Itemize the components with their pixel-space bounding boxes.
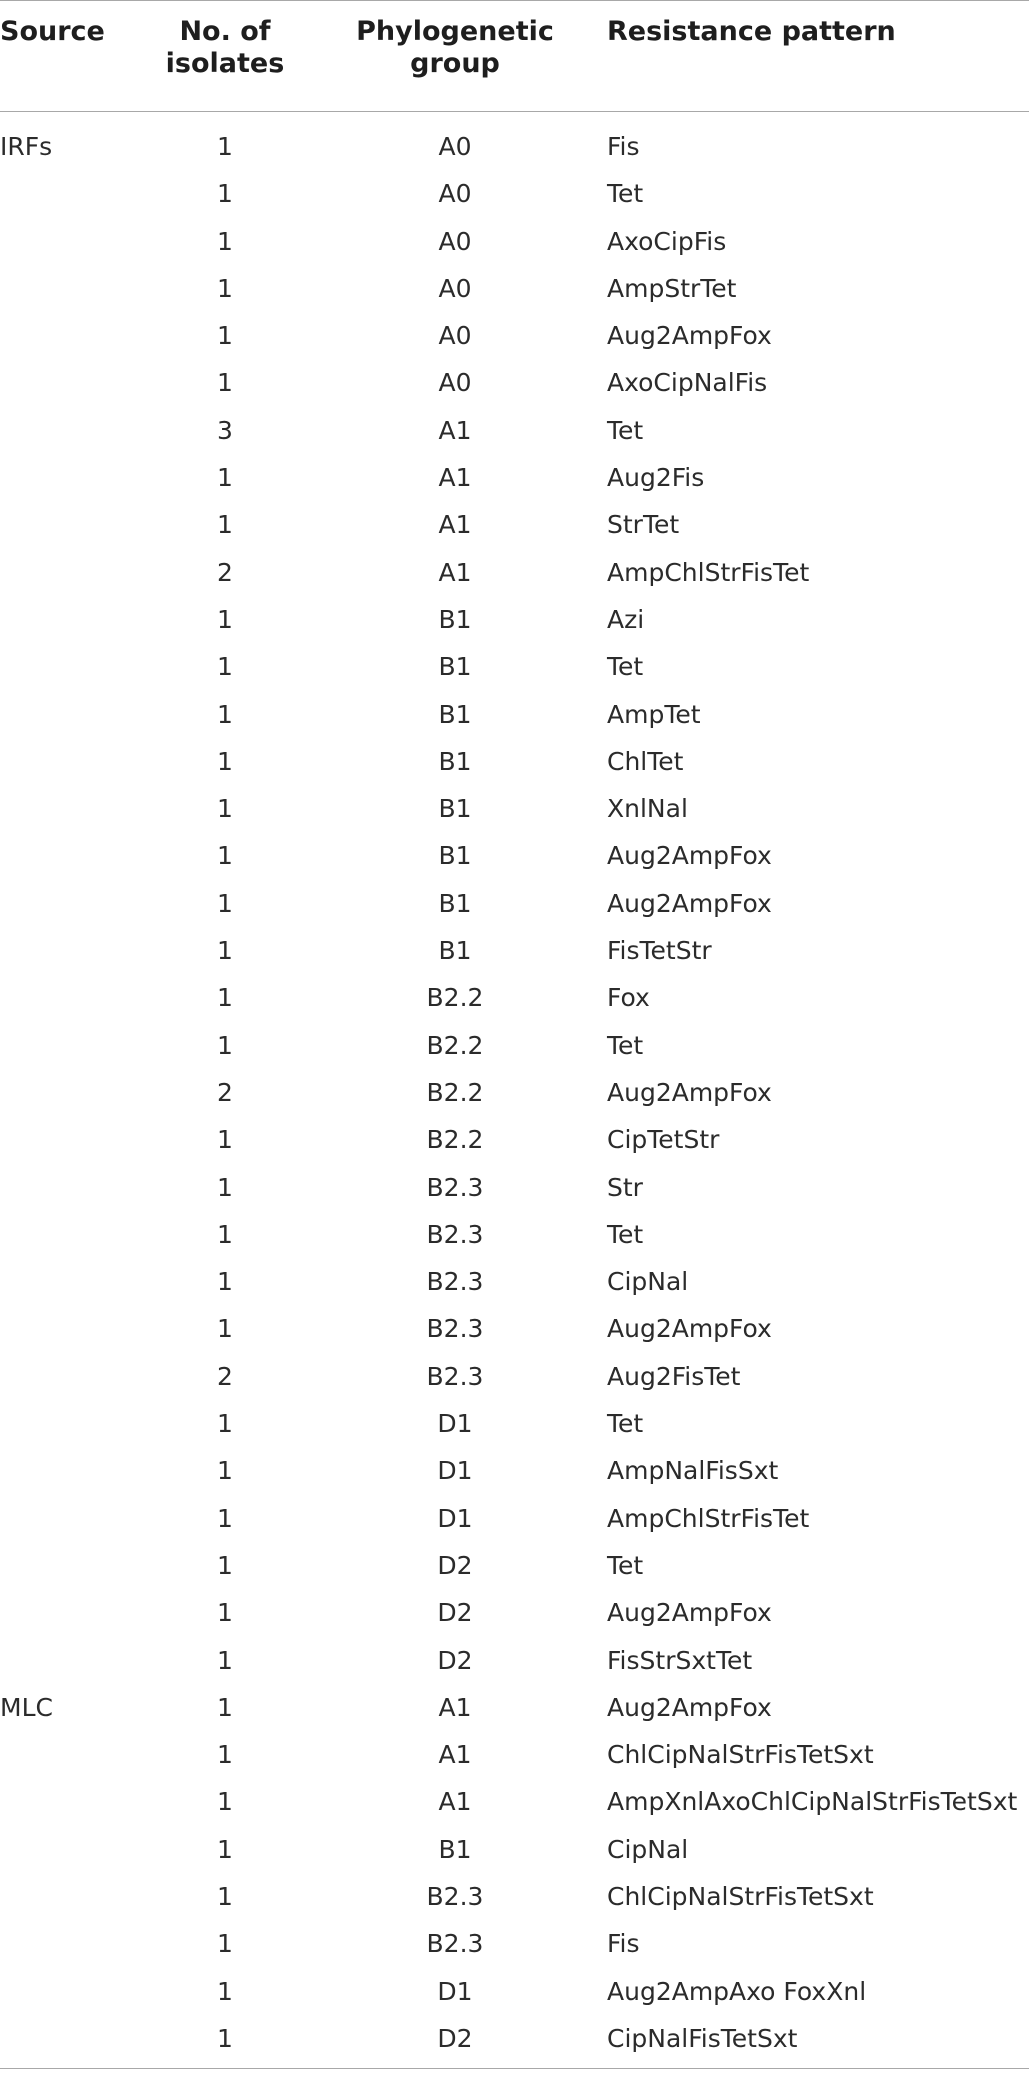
cell-phylogenetic-group: A1: [438, 463, 472, 493]
cell-source: MLC: [0, 1692, 53, 1722]
cell-phylogenetic-group: B1: [438, 746, 472, 776]
header-group-line2: group: [410, 48, 500, 79]
cell-num-isolates: 1: [217, 1172, 233, 1202]
cell-phylogenetic-group: D2: [437, 1645, 473, 1675]
cell-phylogenetic-group: B2.2: [426, 1077, 484, 1107]
table-header: [0, 0, 1029, 111]
cell-num-isolates: 1: [217, 1267, 233, 1297]
table-row: [0, 1164, 1029, 1211]
table-row: [0, 1258, 1029, 1305]
table-row: [0, 1589, 1029, 1636]
cell-num-isolates: 1: [217, 983, 233, 1013]
cell-resistance-pattern: AmpStrTet: [607, 273, 737, 303]
cell-resistance-pattern: CipNal: [607, 1834, 689, 1864]
cell-num-isolates: 1: [217, 1550, 233, 1580]
cell-resistance-pattern: AxoCipFis: [607, 226, 727, 256]
cell-phylogenetic-group: A1: [438, 1787, 472, 1817]
cell-num-isolates: 3: [217, 415, 233, 445]
table-row: [0, 1778, 1029, 1825]
cell-phylogenetic-group: A0: [438, 321, 472, 351]
cell-num-isolates: 1: [217, 1409, 233, 1439]
table-row: [0, 1069, 1029, 1116]
table-row: [0, 1305, 1029, 1352]
header-num-line1: No. of: [179, 16, 271, 47]
cell-num-isolates: 1: [217, 1598, 233, 1628]
header-source: Source: [0, 16, 105, 47]
cell-resistance-pattern: AmpChlStrFisTet: [607, 1503, 810, 1533]
cell-num-isolates: 1: [217, 1125, 233, 1155]
cell-phylogenetic-group: B2.3: [426, 1361, 484, 1391]
cell-phylogenetic-group: A1: [438, 415, 472, 445]
cell-resistance-pattern: Tet: [607, 652, 644, 682]
cell-num-isolates: 1: [217, 1692, 233, 1722]
table-row: [0, 691, 1029, 738]
cell-num-isolates: 1: [217, 1314, 233, 1344]
cell-num-isolates: 1: [217, 936, 233, 966]
cell-resistance-pattern: Aug2FisTet: [607, 1361, 741, 1391]
table-row: [0, 1637, 1029, 1684]
table-bottom-rule: [0, 2068, 1029, 2069]
cell-num-isolates: 1: [217, 132, 233, 161]
table-row: [0, 312, 1029, 359]
table-row: [0, 1116, 1029, 1163]
cell-num-isolates: 1: [217, 888, 233, 918]
cell-num-isolates: 1: [217, 179, 233, 209]
table-row: [0, 1684, 1029, 1731]
cell-resistance-pattern: CipNal: [607, 1267, 689, 1297]
cell-num-isolates: 1: [217, 1219, 233, 1249]
cell-phylogenetic-group: D2: [437, 2023, 473, 2053]
cell-phylogenetic-group: A1: [438, 510, 472, 540]
table-row: [0, 1920, 1029, 1967]
cell-phylogenetic-group: B2.2: [426, 1030, 484, 1060]
cell-num-isolates: 1: [217, 2023, 233, 2053]
cell-phylogenetic-group: B2.3: [426, 1881, 484, 1911]
cell-num-isolates: 1: [217, 1645, 233, 1675]
header-num-line2: isolates: [165, 48, 285, 79]
cell-num-isolates: 2: [217, 1361, 233, 1391]
cell-phylogenetic-group: B2.2: [426, 1125, 484, 1155]
cell-phylogenetic-group: D1: [437, 1409, 473, 1439]
cell-phylogenetic-group: B2.3: [426, 1314, 484, 1344]
cell-phylogenetic-group: A1: [438, 1692, 472, 1722]
cell-num-isolates: 1: [217, 1929, 233, 1959]
table-row: [0, 1731, 1029, 1778]
cell-resistance-pattern: ChlCipNalStrFisTetSxt: [607, 1881, 874, 1911]
cell-num-isolates: 1: [217, 1456, 233, 1486]
cell-num-isolates: 2: [217, 557, 233, 587]
table-row: [0, 218, 1029, 265]
cell-resistance-pattern: Tet: [607, 1409, 644, 1439]
cell-resistance-pattern: Aug2AmpFox: [607, 888, 772, 918]
cell-phylogenetic-group: D1: [437, 1456, 473, 1486]
cell-resistance-pattern: FisStrSxtTet: [607, 1645, 753, 1675]
cell-phylogenetic-group: B1: [438, 936, 472, 966]
cell-phylogenetic-group: A0: [438, 273, 472, 303]
cell-phylogenetic-group: B1: [438, 699, 472, 729]
table-row: [0, 1826, 1029, 1873]
cell-resistance-pattern: XnlNal: [607, 794, 688, 824]
table-row: [0, 927, 1029, 974]
cell-resistance-pattern: Aug2AmpFox: [607, 1692, 772, 1722]
cell-num-isolates: 1: [217, 510, 233, 540]
header-phylogenetic-group: [355, 16, 555, 80]
cell-num-isolates: 2: [217, 1077, 233, 1107]
table-row: [0, 549, 1029, 596]
cell-num-isolates: 1: [217, 652, 233, 682]
table-row: [0, 501, 1029, 548]
cell-num-isolates: 1: [217, 1881, 233, 1911]
cell-phylogenetic-group: A1: [438, 557, 472, 587]
table-row: [0, 359, 1029, 406]
cell-source: IRFs: [0, 132, 53, 161]
table-row: [0, 1968, 1029, 2015]
table-row: [0, 974, 1029, 1021]
cell-num-isolates: 1: [217, 746, 233, 776]
cell-phylogenetic-group: D1: [437, 1976, 473, 2006]
cell-resistance-pattern: Fox: [607, 983, 650, 1013]
cell-resistance-pattern: Str: [607, 1172, 643, 1202]
cell-num-isolates: 1: [217, 699, 233, 729]
cell-resistance-pattern: AxoCipNalFis: [607, 368, 768, 398]
cell-phylogenetic-group: B1: [438, 841, 472, 871]
cell-resistance-pattern: CipTetStr: [607, 1125, 720, 1155]
cell-phylogenetic-group: A0: [438, 226, 472, 256]
cell-phylogenetic-group: B2.3: [426, 1929, 484, 1959]
cell-num-isolates: 1: [217, 1503, 233, 1533]
table-row: [0, 265, 1029, 312]
cell-phylogenetic-group: B1: [438, 652, 472, 682]
cell-resistance-pattern: Fis: [607, 132, 640, 161]
cell-num-isolates: 1: [217, 604, 233, 634]
cell-num-isolates: 1: [217, 226, 233, 256]
cell-resistance-pattern: AmpXnlAxoChlCipNalStrFisTetSxt: [607, 1787, 1018, 1817]
table-row: [0, 407, 1029, 454]
cell-phylogenetic-group: A0: [438, 179, 472, 209]
cell-resistance-pattern: Tet: [607, 179, 644, 209]
cell-resistance-pattern: Aug2AmpFox: [607, 841, 772, 871]
cell-num-isolates: 1: [217, 1787, 233, 1817]
table-row: [0, 1400, 1029, 1447]
table-row: [0, 1542, 1029, 1589]
cell-phylogenetic-group: D2: [437, 1598, 473, 1628]
table-row: [0, 1495, 1029, 1542]
table-row: [0, 1447, 1029, 1494]
cell-phylogenetic-group: B2.2: [426, 983, 484, 1013]
cell-resistance-pattern: Tet: [607, 1219, 644, 1249]
cell-resistance-pattern: AmpNalFisSxt: [607, 1456, 779, 1486]
cell-resistance-pattern: Aug2AmpFox: [607, 321, 772, 351]
cell-resistance-pattern: AmpTet: [607, 699, 701, 729]
table-row: [0, 2015, 1029, 2062]
cell-phylogenetic-group: A0: [438, 368, 472, 398]
cell-resistance-pattern: Tet: [607, 415, 644, 445]
header-group-line1: Phylogenetic: [356, 16, 554, 47]
cell-resistance-pattern: Azi: [607, 604, 645, 634]
cell-phylogenetic-group: D2: [437, 1550, 473, 1580]
cell-resistance-pattern: ChlTet: [607, 746, 684, 776]
table-row: [0, 1211, 1029, 1258]
cell-num-isolates: 1: [217, 1740, 233, 1770]
cell-phylogenetic-group: B1: [438, 604, 472, 634]
cell-phylogenetic-group: B2.3: [426, 1172, 484, 1202]
cell-resistance-pattern: Tet: [607, 1030, 644, 1060]
cell-num-isolates: 1: [217, 368, 233, 398]
cell-resistance-pattern: Aug2AmpFox: [607, 1077, 772, 1107]
cell-phylogenetic-group: B1: [438, 888, 472, 918]
cell-num-isolates: 1: [217, 1834, 233, 1864]
table-row: [0, 785, 1029, 832]
table-row: [0, 123, 1029, 170]
table-row: [0, 643, 1029, 690]
cell-resistance-pattern: ChlCipNalStrFisTetSxt: [607, 1740, 874, 1770]
table-row: [0, 1353, 1029, 1400]
table-body: [0, 123, 1029, 2062]
cell-num-isolates: 1: [217, 321, 233, 351]
cell-num-isolates: 1: [217, 794, 233, 824]
cell-resistance-pattern: Aug2AmpFox: [607, 1598, 772, 1628]
cell-resistance-pattern: Aug2Fis: [607, 463, 705, 493]
cell-num-isolates: 1: [217, 273, 233, 303]
header-resistance-pattern: Resistance pattern: [607, 16, 896, 47]
cell-resistance-pattern: Fis: [607, 1929, 640, 1959]
table-row: [0, 170, 1029, 217]
cell-num-isolates: 1: [217, 1976, 233, 2006]
table-row: [0, 454, 1029, 501]
cell-num-isolates: 1: [217, 1030, 233, 1060]
cell-phylogenetic-group: B2.3: [426, 1219, 484, 1249]
header-rule: [0, 111, 1029, 112]
cell-resistance-pattern: Tet: [607, 1550, 644, 1580]
table-row: [0, 880, 1029, 927]
cell-phylogenetic-group: B2.3: [426, 1267, 484, 1297]
table-row: [0, 1873, 1029, 1920]
cell-num-isolates: 1: [217, 463, 233, 493]
table-row: [0, 596, 1029, 643]
cell-phylogenetic-group: B1: [438, 1834, 472, 1864]
cell-resistance-pattern: Aug2AmpAxo FoxXnl: [607, 1976, 867, 2006]
cell-resistance-pattern: FisTetStr: [607, 936, 712, 966]
cell-phylogenetic-group: A1: [438, 1740, 472, 1770]
header-num-isolates: [140, 16, 310, 80]
cell-phylogenetic-group: D1: [437, 1503, 473, 1533]
cell-num-isolates: 1: [217, 841, 233, 871]
cell-resistance-pattern: AmpChlStrFisTet: [607, 557, 810, 587]
table-row: [0, 1022, 1029, 1069]
cell-resistance-pattern: Aug2AmpFox: [607, 1314, 772, 1344]
table-row: [0, 738, 1029, 785]
cell-phylogenetic-group: B1: [438, 794, 472, 824]
cell-resistance-pattern: StrTet: [607, 510, 680, 540]
cell-resistance-pattern: CipNalFisTetSxt: [607, 2023, 798, 2053]
cell-phylogenetic-group: A0: [438, 132, 472, 161]
table-row: [0, 832, 1029, 879]
